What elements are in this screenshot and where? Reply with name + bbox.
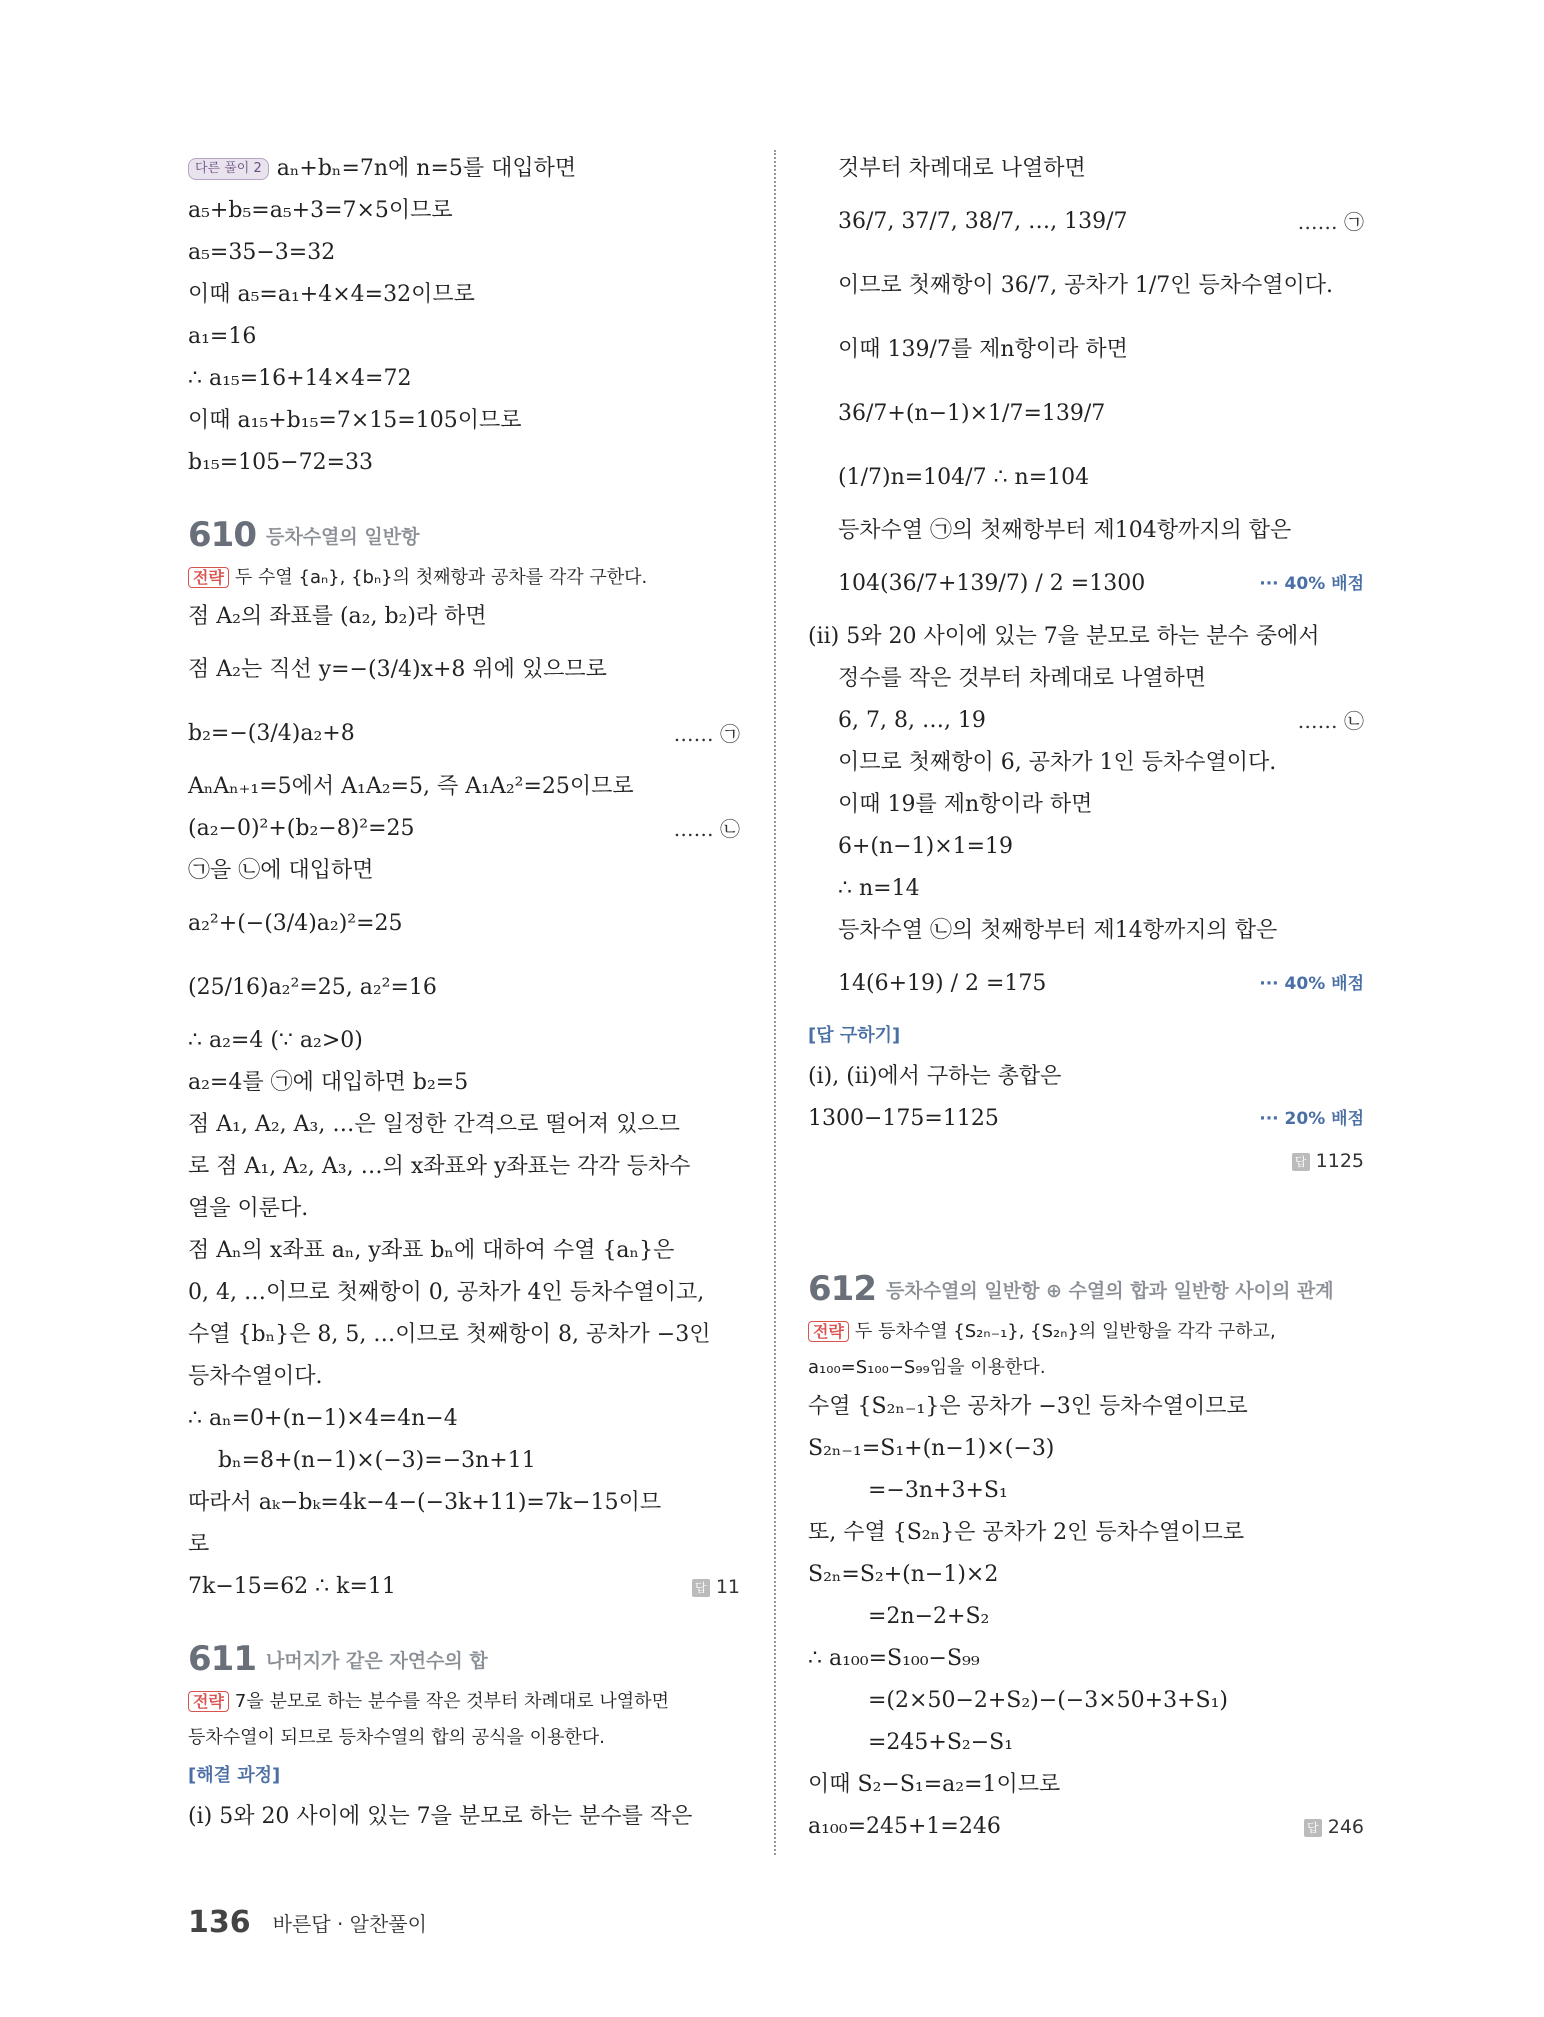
solution-line: 이때 S₂−S₁=a₂=1이므로: [808, 1772, 1061, 1797]
solution-line: a₂²+(−(3/4)a₂)²=25: [188, 911, 403, 936]
solution-line: ∴ aₙ=0+(n−1)×4=4n−4: [188, 1406, 458, 1431]
solution-line: =245+S₂−S₁: [868, 1730, 1014, 1755]
score-label: ··· 40% 배점: [1259, 574, 1364, 594]
problem-number: 612: [808, 1269, 876, 1309]
solution-line: 6+(n−1)×1=19: [838, 834, 1014, 859]
solution-line: 정수를 작은 것부터 차례대로 나열하면: [838, 666, 1207, 691]
solution-line: b₂=−(3/4)a₂+8 …… ㉠: [188, 702, 740, 766]
solution-line: 이므로 첫째항이 36/7, 공차가 1/7인 등차수열이다.: [838, 273, 1334, 298]
strategy-line: 전략 7을 분모로 하는 분수를 작은 것부터 차례대로 나열하면: [188, 1684, 740, 1720]
solution-line: (i) 5와 20 사이에 있는 7을 분모로 하는 분수를 작은: [188, 1804, 693, 1829]
solution-line: 열을 이룬다.: [188, 1196, 309, 1221]
solution-line: =2n−2+S₂: [868, 1604, 990, 1629]
solution-line: 0, 4, …이므로 첫째항이 0, 공차가 4인 등차수열이고,: [188, 1280, 705, 1305]
solution-line: 7k−15=62 ∴ k=11 답 11: [188, 1566, 740, 1608]
solution-line: 것부터 차례대로 나열하면: [838, 156, 1086, 181]
alt-solution-line: a₅+b₅=a₅+3=7×5이므로: [188, 198, 453, 223]
marker-1: …… ㉠: [673, 722, 740, 746]
alt-solution-line: a₁=16: [188, 324, 257, 349]
solution-line: 36/7+(n−1)×1/7=139/7: [838, 401, 1106, 426]
solution-line: 점 A₂의 좌표를 (a₂, b₂)라 하면: [188, 604, 487, 629]
solution-line: =−3n+3+S₁: [868, 1478, 1008, 1503]
solution-line: 36/7, 37/7, 38/7, …, 139/7 …… ㉠: [808, 190, 1364, 254]
spacer: [808, 1182, 1364, 1238]
solution-line: 등차수열이다.: [188, 1364, 323, 1389]
column-divider: [774, 150, 776, 1855]
problem-title: 등차수열의 일반항: [265, 525, 420, 548]
alt-solution-tag: 다른 풀이 2: [188, 158, 269, 180]
solution-line: (a₂−0)²+(b₂−8)²=25 …… ㉡: [188, 808, 740, 850]
marker-1: …… ㉠: [1297, 210, 1364, 234]
solution-line: 점 A₁, A₂, A₃, …은 일정한 간격으로 떨어져 있으므: [188, 1112, 680, 1137]
solution-line: =(2×50−2+S₂)−(−3×50+3+S₁): [868, 1688, 1228, 1713]
solution-line: 104(36/7+139/7) / 2 =1300 ··· 40% 배점: [808, 552, 1364, 616]
solution-line: 로: [188, 1532, 210, 1557]
solution-line: S₂ₙ=S₂+(n−1)×2: [808, 1562, 999, 1587]
solution-line: bₙ=8+(n−1)×(−3)=−3n+11: [218, 1448, 536, 1473]
strategy-tag: 전략: [188, 1691, 229, 1712]
score-label: ··· 40% 배점: [1259, 974, 1364, 994]
left-column: [188, 148, 740, 1838]
solution-line: 이때 19를 제n항이라 하면: [838, 792, 1093, 817]
problem-header-612: [808, 1264, 1364, 1314]
problem-header-610: [188, 510, 740, 560]
solution-line: ㉠을 ㉡에 대입하면: [188, 858, 374, 883]
solution-line: ∴ a₂=4 (∵ a₂>0): [188, 1028, 363, 1053]
solution-line: 또, 수열 {S₂ₙ}은 공차가 2인 등차수열이므로: [808, 1520, 1245, 1545]
right-column: [808, 148, 1364, 1848]
page-footer: [188, 1905, 427, 1940]
solution-line: 로 점 A₁, A₂, A₃, …의 x좌표와 y좌표는 각각 등차수: [188, 1154, 691, 1179]
solution-line: 등차수열 ㉡의 첫째항부터 제14항까지의 합은: [838, 918, 1278, 943]
answer-612: 답 246: [1304, 1806, 1364, 1848]
alt-solution-line: 이때 a₁₅+b₁₅=7×15=105이므로: [188, 408, 522, 433]
solution-line: 이때 139/7를 제n항이라 하면: [838, 337, 1128, 362]
answer-icon: 답: [1304, 1819, 1322, 1837]
problem-number: 611: [188, 1639, 256, 1679]
solution-line: a₂=4를 ㉠에 대입하면 b₂=5: [188, 1070, 469, 1095]
solution-line: 수열 {S₂ₙ₋₁}은 공차가 −3인 등차수열이므로: [808, 1394, 1248, 1419]
solution-line: ∴ n=14: [838, 876, 920, 901]
step-label: [답 구하기]: [808, 1025, 901, 1046]
answer-610: 답 11: [692, 1566, 740, 1608]
solution-line: 따라서 aₖ−bₖ=4k−4−(−3k+11)=7k−15이므: [188, 1490, 662, 1515]
problem-title: 나머지가 같은 자연수의 합: [265, 1649, 488, 1672]
answer-icon: 답: [1292, 1153, 1310, 1171]
solution-line: (1/7)n=104/7 ∴ n=104: [838, 465, 1090, 490]
strategy-tag: 전략: [808, 1321, 849, 1342]
marker-2: …… ㉡: [673, 817, 740, 841]
problem-title: 등차수열의 일반항 ⊕ 수열의 합과 일반항 사이의 관계: [885, 1279, 1334, 1302]
solution-line: S₂ₙ₋₁=S₁+(n−1)×(−3): [808, 1436, 1055, 1461]
strategy-line: 전략 두 수열 {aₙ}, {bₙ}의 첫째항과 공차를 각각 구한다.: [188, 560, 740, 596]
answer-611: 답 1125: [808, 1140, 1364, 1182]
solution-line: 수열 {bₙ}은 8, 5, …이므로 첫째항이 8, 공차가 −3인: [188, 1322, 711, 1347]
score-label: ··· 20% 배점: [1259, 1109, 1364, 1129]
problem-header-611: [188, 1634, 740, 1684]
solution-line: 이므로 첫째항이 6, 공차가 1인 등차수열이다.: [838, 750, 1277, 775]
book-title: 바른답 · 알찬풀이: [272, 1912, 427, 1936]
alt-solution-line: a₅=35−3=32: [188, 240, 336, 265]
alt-solution-line: ∴ a₁₅=16+14×4=72: [188, 366, 412, 391]
alt-solution-line: 다른 풀이 2 aₙ+bₙ=7n에 n=5를 대입하면: [188, 148, 740, 190]
solution-line: 6, 7, 8, …, 19 …… ㉡: [808, 700, 1364, 742]
solution-line: 점 A₂는 직선 y=−(3/4)x+8 위에 있으므로: [188, 657, 607, 682]
solution-line: ∴ a₁₀₀=S₁₀₀−S₉₉: [808, 1646, 980, 1671]
alt-solution-line: 이때 a₅=a₁+4×4=32이므로: [188, 282, 475, 307]
strategy-line: 등차수열이 되므로 등차수열의 합의 공식을 이용한다.: [188, 1727, 605, 1748]
strategy-line: 전략 두 등차수열 {S₂ₙ₋₁}, {S₂ₙ}의 일반항을 각각 구하고,: [808, 1314, 1364, 1350]
solution-line: (i), (ii)에서 구하는 총합은: [808, 1064, 1062, 1089]
strategy-tag: 전략: [188, 567, 229, 588]
answer-icon: 답: [692, 1579, 710, 1597]
solution-line: 1300−175=1125 ··· 20% 배점: [808, 1098, 1364, 1140]
step-label: [해결 과정]: [188, 1765, 281, 1786]
solution-line: (25/16)a₂²=25, a₂²=16: [188, 975, 437, 1000]
solution-line: 14(6+19) / 2 =175 ··· 40% 배점: [808, 952, 1364, 1016]
solution-line: 점 Aₙ의 x좌표 aₙ, y좌표 bₙ에 대하여 수열 {aₙ}은: [188, 1238, 675, 1263]
solution-line: (ii) 5와 20 사이에 있는 7을 분모로 하는 분수 중에서: [808, 624, 1320, 649]
problem-number: 610: [188, 515, 256, 555]
alt-solution-line: b₁₅=105−72=33: [188, 450, 374, 475]
marker-2: …… ㉡: [1297, 709, 1364, 733]
solution-line: AₙAₙ₊₁=5에서 A₁A₂=5, 즉 A₁A₂²=25이므로: [188, 774, 634, 799]
strategy-line: a₁₀₀=S₁₀₀−S₉₉임을 이용한다.: [808, 1357, 1046, 1378]
page-number: 136: [188, 1905, 251, 1940]
solution-line: a₁₀₀=245+1=246 답 246: [808, 1806, 1364, 1848]
solution-line: 등차수열 ㉠의 첫째항부터 제104항까지의 합은: [838, 518, 1292, 543]
